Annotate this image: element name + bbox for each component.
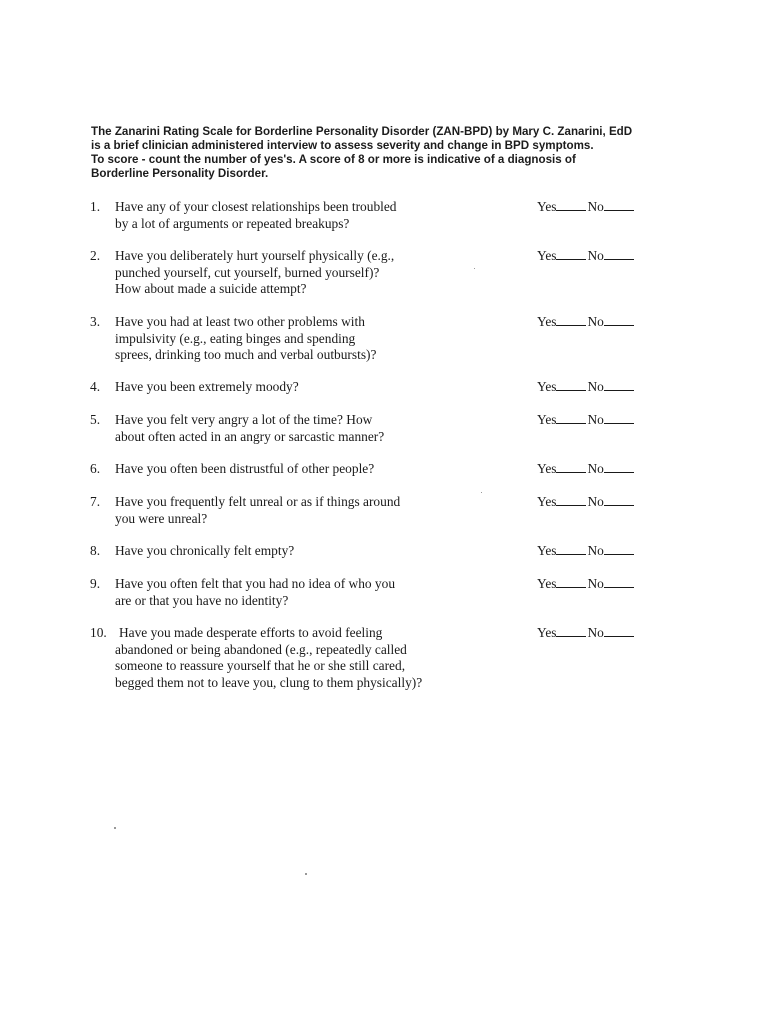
no-label: No [587,625,604,640]
question-number: 10. [90,625,107,640]
no-blank[interactable] [604,576,634,588]
yes-label: Yes [537,494,557,509]
question-number: 8. [90,543,101,558]
yes-label: Yes [537,314,557,329]
no-label: No [587,199,604,214]
no-label: No [587,576,604,591]
question-text [115,625,539,691]
no-label: No [587,494,604,509]
header-line: The Zanarini Rating Scale for Borderline Personality Disorder (ZAN-BPD) by Mary C. Zanarini, EdD [91,125,633,138]
yes-blank[interactable] [556,543,586,555]
scan-speck [474,268,475,269]
yes-no-answer [537,199,635,216]
question-line: Have you frequently felt unreal or as if things around [115,494,401,509]
yes-no-answer [537,314,635,331]
yes-blank[interactable] [556,199,586,211]
question-number: 5. [90,412,101,427]
question-line: abandoned or being abandoned (e.g., repeatedly called [115,641,407,657]
no-blank[interactable] [604,314,634,326]
no-label: No [587,543,604,558]
question-line: you were unreal? [115,510,208,526]
question-line: Have you deliberately hurt yourself physically (e.g., [115,248,395,263]
question-line: Have you often been distrustful of other people? [115,461,375,476]
no-blank[interactable] [604,494,634,506]
yes-no-answer [537,625,635,642]
question-text [115,461,535,478]
question-text [115,412,535,445]
scan-speck [114,827,116,829]
question-text [115,576,535,609]
yes-label: Yes [537,199,557,214]
question-line: someone to reassure yourself that he or she still cared, [115,658,406,673]
question-text [115,314,535,364]
question-text [115,199,535,232]
no-blank[interactable] [604,625,634,637]
question-line: begged them not to leave you, clung to them physically)? [115,674,423,690]
question-line: How about made a suicide attempt? [115,281,307,296]
yes-label: Yes [537,379,557,394]
question-text [115,248,535,298]
no-blank[interactable] [604,379,634,391]
yes-label: Yes [537,412,557,427]
yes-no-answer [537,412,635,429]
question-line: are or that you have no identity? [115,592,289,608]
yes-blank[interactable] [556,314,586,326]
question-line: by a lot of arguments or repeated breakups? [115,215,350,231]
header-line: is a brief clinician administered interview to assess severity and change in BPD symptoms. [91,139,594,152]
yes-blank[interactable] [556,461,586,473]
no-blank[interactable] [604,543,634,555]
question-line: punched yourself, cut yourself, burned yourself)? [115,264,380,280]
yes-blank[interactable] [556,576,586,588]
yes-label: Yes [537,576,557,591]
question-line: Have any of your closest relationships been troubled [115,199,397,214]
no-label: No [587,461,604,476]
yes-label: Yes [537,461,557,476]
yes-label: Yes [537,248,557,263]
yes-no-answer [537,379,635,396]
question-line: Have you had at least two other problems with [115,314,365,329]
yes-no-answer [537,576,635,593]
yes-label: Yes [537,543,557,558]
no-label: No [587,412,604,427]
no-label: No [587,314,604,329]
question-line: impulsivity (e.g., eating binges and spending [115,330,356,346]
yes-blank[interactable] [556,494,586,506]
question-line: Have you chronically felt empty? [115,543,295,558]
question-text [115,494,535,527]
question-number: 1. [90,199,101,214]
form-header [91,125,711,181]
question-number: 4. [90,379,101,394]
scan-speck [481,492,482,493]
yes-no-answer [537,494,635,511]
question-line: sprees, drinking too much and verbal outbursts)? [115,347,377,362]
question-line: Have you felt very angry a lot of the time? How [115,412,373,427]
no-label: No [587,248,604,263]
yes-no-answer [537,543,635,560]
yes-blank[interactable] [556,625,586,637]
question-text [115,379,535,396]
no-blank[interactable] [604,248,634,260]
question-line: Have you made desperate efforts to avoid feeling [119,625,383,640]
question-line: Have you been extremely moody? [115,379,299,394]
yes-blank[interactable] [556,412,586,424]
no-blank[interactable] [604,412,634,424]
no-label: No [587,379,604,394]
yes-no-answer [537,461,635,478]
question-line: Have you often felt that you had no idea of who you [115,576,396,591]
no-blank[interactable] [604,461,634,473]
header-line: Borderline Personality Disorder. [91,167,269,180]
question-number: 2. [90,248,101,263]
no-blank[interactable] [604,199,634,211]
question-number: 7. [90,494,101,509]
question-line: about often acted in an angry or sarcastic manner? [115,428,385,444]
scan-speck [305,873,307,875]
question-number: 6. [90,461,101,476]
question-number: 3. [90,314,101,329]
question-number: 9. [90,576,101,591]
question-text [115,543,535,560]
yes-blank[interactable] [556,248,586,260]
header-line: To score - count the number of yes's. A score of 8 or more is indicative of a diagnosis of [91,153,576,166]
yes-label: Yes [537,625,557,640]
yes-no-answer [537,248,635,265]
yes-blank[interactable] [556,379,586,391]
